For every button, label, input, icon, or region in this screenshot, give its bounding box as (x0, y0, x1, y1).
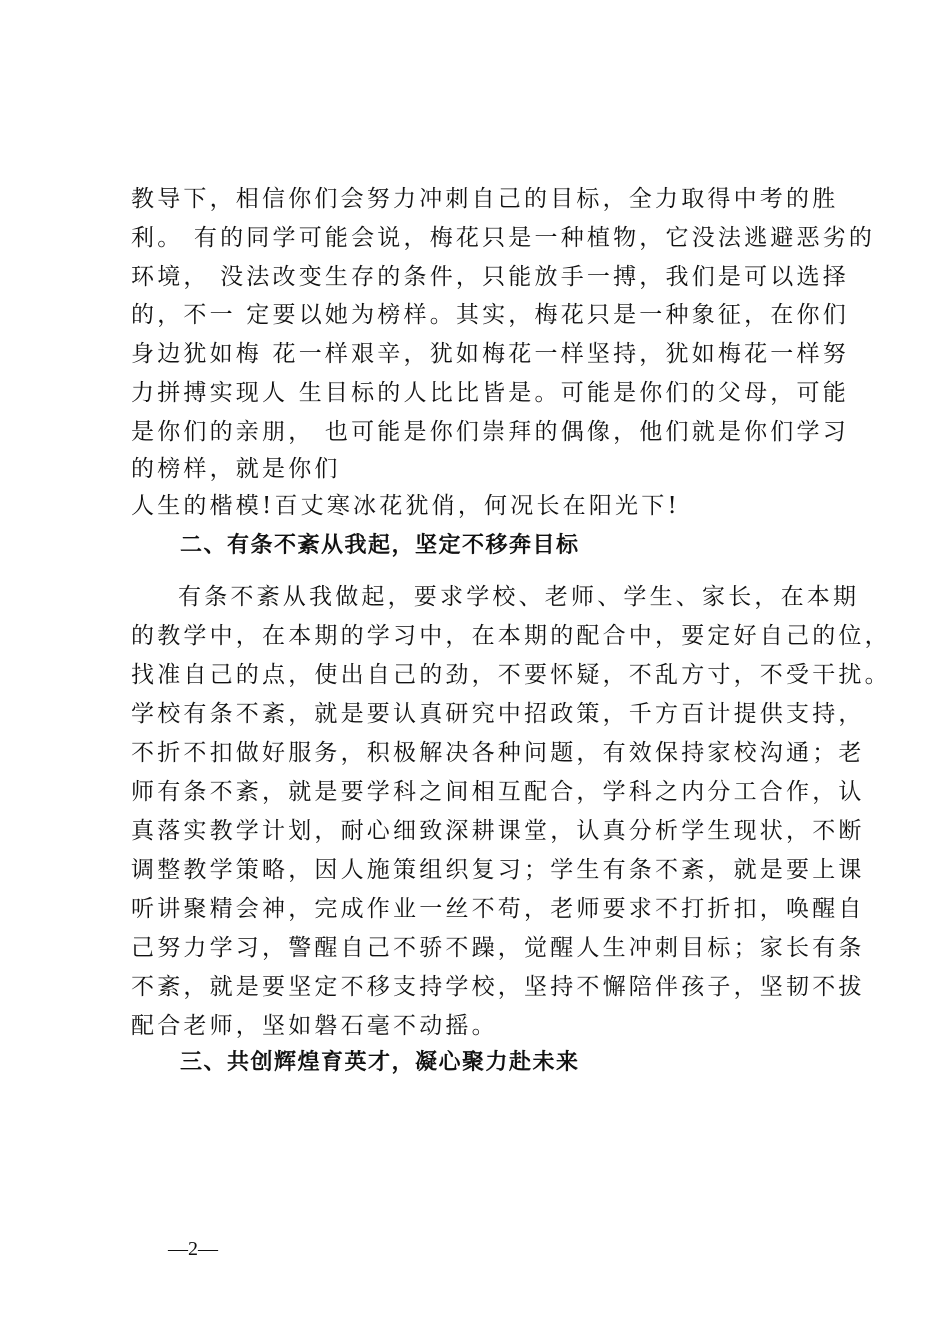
paragraph-line: 的教学中，在本期的学习中，在本期的配合中，要定好自己的位， (131, 623, 891, 649)
section-heading: 三、共创辉煌育英才，凝心聚力赴未来 (180, 1050, 580, 1075)
paragraph-line: 利。 有的同学可能会说，梅花只是一种植物，它没法逃避恶劣的 (131, 225, 876, 251)
paragraph-line: 听讲聚精会神，完成作业一丝不苟，老师要求不打折扣，唤醒自 (131, 896, 865, 922)
paragraph-line: 找准自己的点，使出自己的劲，不要怀疑，不乱方寸，不受干扰。 (131, 662, 891, 688)
paragraph-line: 的，不一 定要以她为榜样。其实，梅花只是一种象征，在你们 (131, 302, 849, 328)
paragraph-line: 环境， 没法改变生存的条件，只能放手一搏，我们是可以选择 (131, 264, 849, 290)
paragraph-line: 真落实教学计划，耐心细致深耕课堂，认真分析学生现状，不断 (131, 818, 865, 844)
paragraph-line: 是你们的亲朋， 也可能是你们崇拜的偶像，他们就是你们学习 (131, 419, 849, 445)
paragraph-line: 有条不紊从我做起，要求学校、老师、学生、家长，在本期 (178, 584, 860, 610)
page-number: —2— (168, 1238, 218, 1260)
paragraph-line: 身边犹如梅 花一样艰辛，犹如梅花一样坚持，犹如梅花一样努 (131, 341, 849, 367)
section-heading: 二、有条不紊从我起，坚定不移奔目标 (180, 533, 580, 558)
paragraph-line: 配合老师，坚如磐石毫不动摇。 (131, 1013, 498, 1039)
paragraph-line: 教导下，相信你们会努力冲刺自己的目标，全力取得中考的胜 (131, 186, 839, 212)
paragraph-line: 调整教学策略，因人施策组织复习；学生有条不紊，就是要上课 (131, 857, 865, 883)
paragraph-line: 力拼搏实现人 生目标的人比比皆是。可能是你们的父母，可能 (131, 380, 849, 406)
paragraph-line: 学校有条不紊，就是要认真研究中招政策，千方百计提供支持， (131, 701, 865, 727)
paragraph-line: 己努力学习，警醒自己不骄不躁，觉醒人生冲刺目标；家长有条 (131, 935, 865, 961)
paragraph-line: 不紊，就是要坚定不移支持学校，坚持不懈陪伴孩子，坚韧不拔 (131, 974, 865, 1000)
paragraph-line: 不折不扣做好服务，积极解决各种问题，有效保持家校沟通；老 (131, 740, 865, 766)
paragraph-line: 师有条不紊，就是要学科之间相互配合，学科之内分工合作，认 (131, 779, 865, 805)
paragraph-line: 人生的楷模!百丈寒冰花犹俏，何况长在阳光下! (131, 493, 680, 519)
paragraph-line: 的榜样，就是你们 (131, 456, 341, 482)
